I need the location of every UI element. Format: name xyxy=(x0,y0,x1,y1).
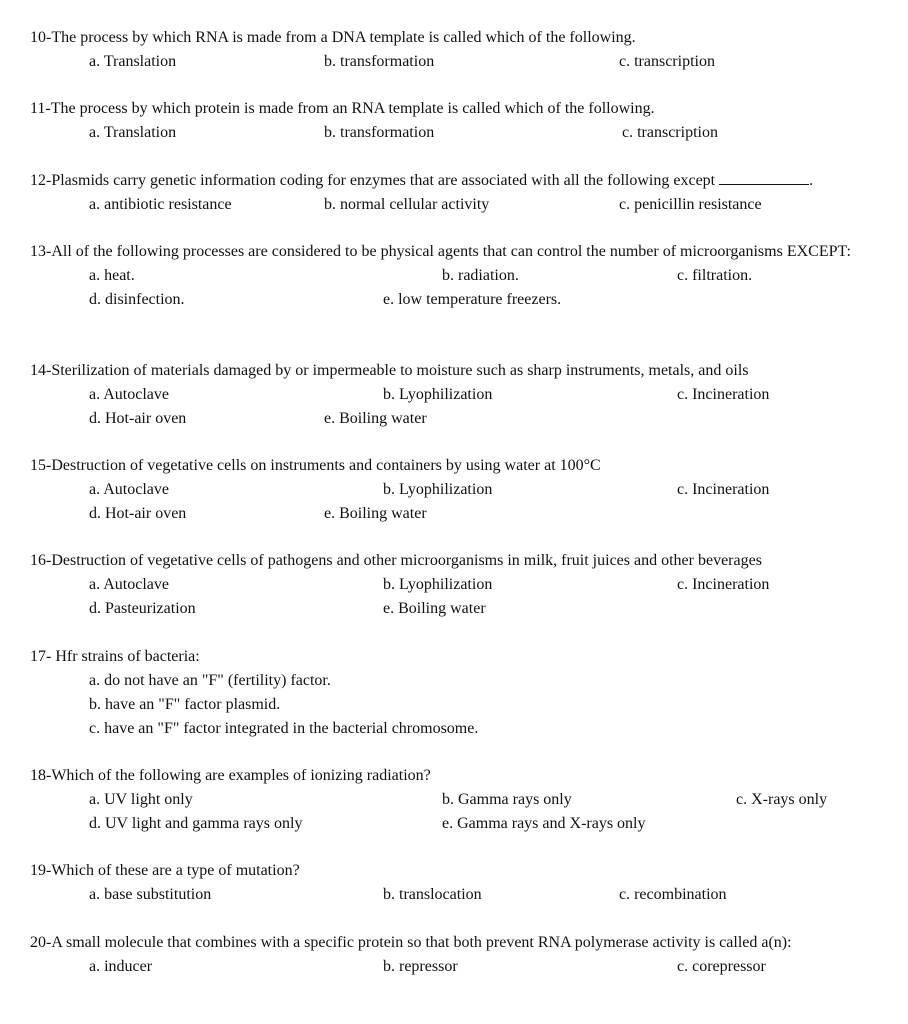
option-c: c. penicillin resistance xyxy=(619,196,762,213)
options-row xyxy=(30,717,900,741)
options-row xyxy=(30,788,900,812)
question-16 xyxy=(30,549,900,621)
question-19 xyxy=(30,859,900,907)
option-b: b. normal cellular activity xyxy=(324,196,490,213)
answer-blank xyxy=(719,170,809,185)
question-stem: 10-The process by which RNA is made from a DNA template is called which of the following. xyxy=(30,29,636,46)
options-row xyxy=(30,955,900,979)
option-a: a. Translation xyxy=(89,53,177,70)
option-b: b. Lyophilization xyxy=(383,386,493,403)
options-row xyxy=(30,193,900,217)
option-a: a. Autoclave xyxy=(89,576,169,593)
option-a: a. do not have an "F" (fertility) factor. xyxy=(89,672,331,689)
question-stem: 11-The process by which protein is made from an RNA template is called which of the following. xyxy=(30,100,655,117)
option-b: b. repressor xyxy=(383,958,458,975)
option-a: a. UV light only xyxy=(89,791,193,808)
option-a: a. base substitution xyxy=(89,886,212,903)
option-a: a. Translation xyxy=(89,124,177,141)
option-b: b. Gamma rays only xyxy=(442,791,572,808)
question-stem: 17- Hfr strains of bacteria: xyxy=(30,648,200,665)
option-b: b. translocation xyxy=(383,886,482,903)
options-row xyxy=(30,121,900,145)
question-18 xyxy=(30,764,900,836)
options-row xyxy=(30,478,900,502)
option-c: c. Incineration xyxy=(677,386,770,403)
options-row xyxy=(30,264,900,288)
option-a: a. inducer xyxy=(89,958,153,975)
option-e: e. Boiling water xyxy=(324,505,427,522)
options-row xyxy=(30,573,900,597)
option-d: d. Pasteurization xyxy=(89,600,196,617)
option-d: d. Hot-air oven xyxy=(89,505,187,522)
question-stem: 13-All of the following processes are considered to be physical agents that can control the number of microorganisms EXCEPT: xyxy=(30,243,851,260)
option-b: b. transformation xyxy=(324,124,435,141)
option-b: b. radiation. xyxy=(442,267,519,284)
question-15 xyxy=(30,454,900,526)
question-11 xyxy=(30,97,900,145)
question-stem: 14-Sterilization of materials damaged by or impermeable to moisture such as sharp instruments, metals, and oils xyxy=(30,362,749,379)
options-row xyxy=(30,812,900,836)
options-row xyxy=(30,693,900,717)
option-a: a. antibiotic resistance xyxy=(89,196,232,213)
options-row xyxy=(30,288,900,312)
question-stem: 16-Destruction of vegetative cells of pathogens and other microorganisms in milk, fruit juices and other beverages xyxy=(30,552,762,569)
option-e: e. Boiling water xyxy=(383,600,486,617)
option-b: b. Lyophilization xyxy=(383,576,493,593)
options-row xyxy=(30,669,900,693)
option-d: d. UV light and gamma rays only xyxy=(89,815,303,832)
option-d: d. disinfection. xyxy=(89,291,185,308)
options-row xyxy=(30,597,900,621)
options-row xyxy=(30,502,900,526)
option-d: d. Hot-air oven xyxy=(89,410,187,427)
option-c: c. Incineration xyxy=(677,576,770,593)
option-c: c. transcription xyxy=(619,53,715,70)
option-e: e. Gamma rays and X-rays only xyxy=(442,815,646,832)
stem-tail: . xyxy=(809,172,814,189)
question-13 xyxy=(30,240,900,312)
question-stem: 19-Which of these are a type of mutation? xyxy=(30,862,300,879)
option-c: c. corepressor xyxy=(677,958,766,975)
options-row xyxy=(30,383,900,407)
question-14 xyxy=(30,359,900,431)
question-stem: 18-Which of the following are examples of ionizing radiation? xyxy=(30,767,431,784)
option-a: a. heat. xyxy=(89,267,135,284)
option-e: e. Boiling water xyxy=(324,410,427,427)
question-12 xyxy=(30,169,900,217)
option-a: a. Autoclave xyxy=(89,481,169,498)
option-b: b. Lyophilization xyxy=(383,481,493,498)
option-c: c. X-rays only xyxy=(736,791,828,808)
options-row xyxy=(30,407,900,431)
option-c: c. transcription xyxy=(622,124,718,141)
option-b: b. transformation xyxy=(324,53,435,70)
question-10 xyxy=(30,26,900,74)
question-17 xyxy=(30,645,900,741)
option-b: b. have an "F" factor plasmid. xyxy=(89,696,281,713)
options-row xyxy=(30,50,900,74)
question-stem: 15-Destruction of vegetative cells on instruments and containers by using water at 100°C xyxy=(30,457,601,474)
question-stem-line xyxy=(30,169,900,193)
question-stem: 12-Plasmids carry genetic information coding for enzymes that are associated with all the following except xyxy=(30,172,716,189)
option-a: a. Autoclave xyxy=(89,386,169,403)
option-c: c. have an "F" factor integrated in the bacterial chromosome. xyxy=(89,720,479,737)
options-row xyxy=(30,883,900,907)
option-c: c. Incineration xyxy=(677,481,770,498)
question-stem: 20-A small molecule that combines with a specific protein so that both prevent RNA polymerase activity is called a(n): xyxy=(30,934,792,951)
question-20 xyxy=(30,931,900,979)
option-c: c. filtration. xyxy=(677,267,753,284)
option-c: c. recombination xyxy=(619,886,727,903)
option-e: e. low temperature freezers. xyxy=(383,291,562,308)
